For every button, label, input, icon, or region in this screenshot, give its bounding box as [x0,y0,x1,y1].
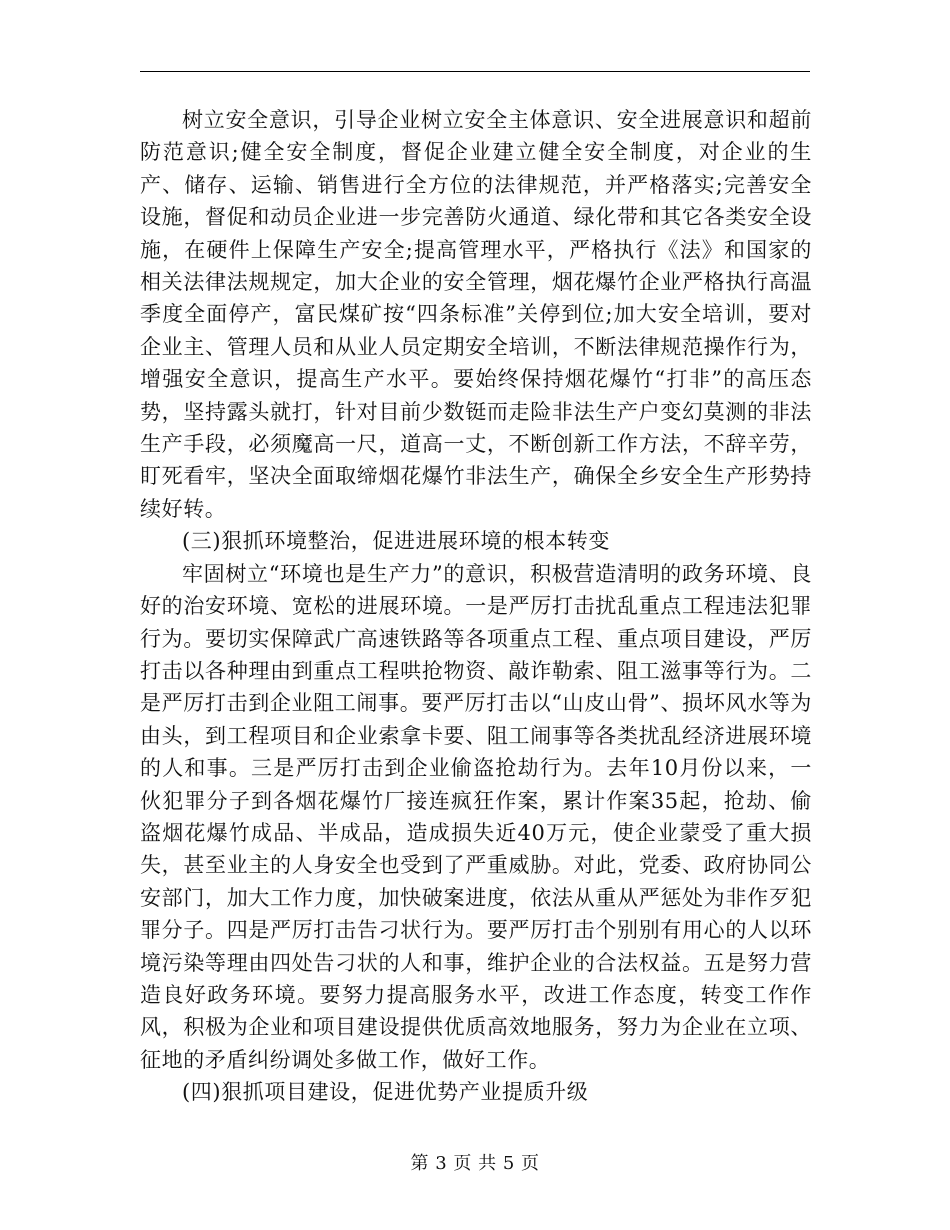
section-heading-projects: (四)狠抓项目建设，促进优势产业提质升级 [182,1080,589,1105]
page-number-footer: 第 3 页 共 5 页 [410,1153,540,1174]
header-rule [140,71,810,72]
paragraph-environment-governance: 牢固树立“环境也是生产力”的意识，积极营造清明的政务环境、良好的治安环境、宽松的进展环境。一是严厉打击扰乱重点工程违法犯罪行为。要切实保障武广高速铁路等各项重点工程、重点项目建设，严厉打击以各种理由到重点工程哄抢物资、敲诈勒索、阻工滋事等行为。二是严厉打击到企业阻工闹事。要严厉打击以“山皮山骨”、损坏风水等为由头，到工程项目和企业索拿卡要、阻工闹事等各类扰乱经济进展环境的人和事。三是严厉打击到企业偷盗抢劫行为。去年10月份以来，一伙犯罪分子到各烟花爆竹厂接连疯狂作案，累计作案35起，抢劫、偷盗烟花爆竹成品、半成品，造成损失近40万元，使企业蒙受了重大损失，甚至业主的人身安全也受到了严重威胁。对此，党委、政府协同公安部门，加大工作力度，加快破案进度，依法从重从严惩处为非作歹犯罪分子。四是严厉打击告刁状行为。要严厉打击个别别有用心的人以环境污染等理由四处告刁状的人和事，维护企业的合法权益。五是努力营造良好政务环境。要努力提高服务水平，改进工作态度，转变工作作风，积极为企业和项目建设提供优质高效地服务，努力为企业在立项、征地的矛盾纠纷调处多做工作，做好工作。 [140,561,812,1072]
document-body [140,104,812,1109]
paragraph-safety-measures: 树立安全意识，引导企业树立安全主体意识、安全进展意识和超前防范意识;健全安全制度，督促企业建立健全安全制度，对企业的生产、储存、运输、销售进行全方位的法律规范，并严格落实;完善安全设施，督促和动员企业进一步完善防火通道、绿化带和其它各类安全设施，在硬件上保障生产安全;提高管理水平，严格执行《法》和国家的相关法律法规规定，加大企业的安全管理，烟花爆竹企业严格执行高温季度全面停产，富民煤矿按“四条标准”关停到位;加大安全培训，要对企业主、管理人员和从业人员定期安全培训，不断法律规范操作行为，增强安全意识，提高生产水平。要始终保持烟花爆竹“打非”的高压态势，坚持露头就打，针对目前少数铤而走险非法生产户变幻莫测的非法生产手段，必须魔高一尺，道高一丈，不断创新工作方法，不辞辛劳，盯死看牢，坚决全面取缔烟花爆竹非法生产，确保全乡安全生产形势持续好转。 [140,108,812,521]
section-heading-environment: (三)狠抓环境整治，促进进展环境的根本转变 [182,529,610,554]
